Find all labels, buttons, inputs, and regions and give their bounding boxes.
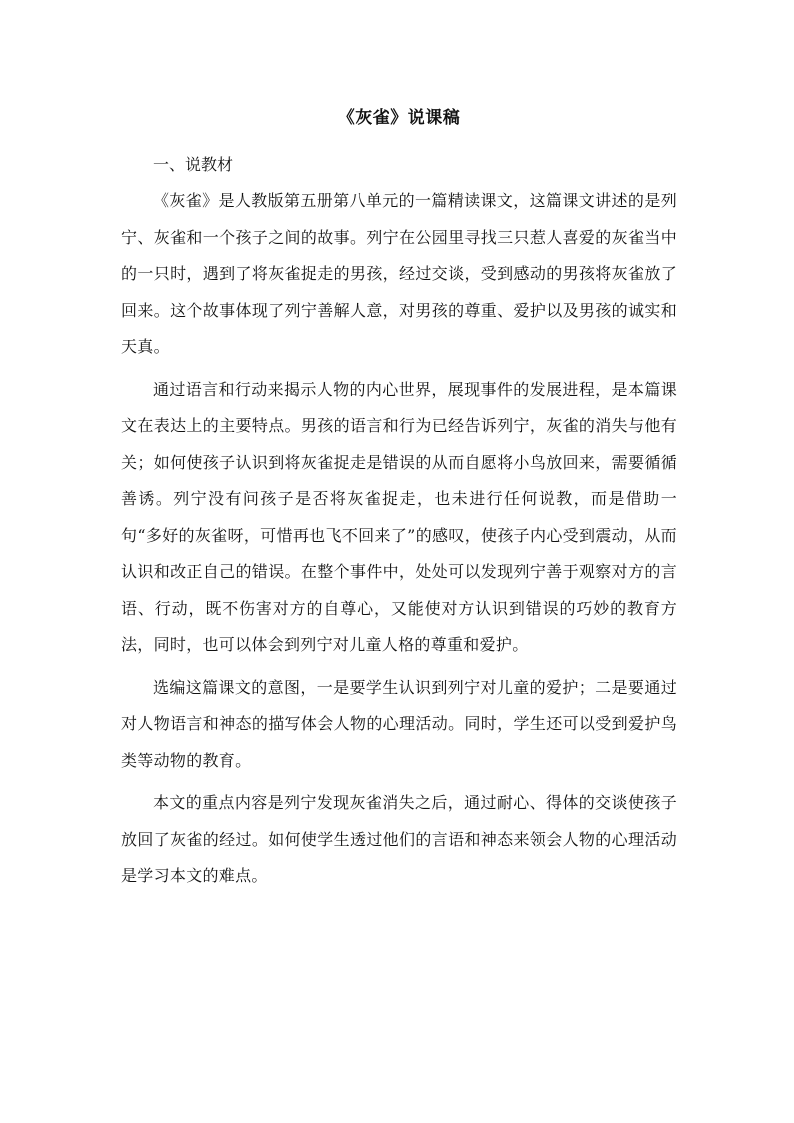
- document-body: [121, 100, 677, 895]
- section-heading: 一、说教材: [153, 155, 234, 174]
- paragraph-key-points: 本文的重点内容是列宁发现灰雀消失之后，通过耐心、得体的交谈使孩子放回了灰雀的经过。如何使学生透过他们的言语和神态来领会人物的心理活动是学习本文的难点。: [121, 793, 677, 885]
- paragraph-intro: 《灰雀》是人教版第五册第八单元的一篇精读课文，这篇课文讲述的是列宁、灰雀和一个孩子之间的故事。列宁在公园里寻找三只惹人喜爱的灰雀当中的一只时，遇到了将灰雀捉走的男孩，经过交谈，受到感动的男孩将灰雀放了回来。这个故事体现了列宁善解人意，对男孩的尊重、爱护以及男孩的诚实和天真。: [121, 191, 677, 356]
- paragraph-features: 通过语言和行动来揭示人物的内心世界，展现事件的发展进程，是本篇课文在表达上的主要特点。男孩的语言和行为已经告诉列宁，灰雀的消失与他有关；如何使孩子认识到将灰雀捉走是错误的从而自愿将小鸟放回来，需要循循善诱。列宁没有问孩子是否将灰雀捉走，也未进行任何说教，而是借助一句“多好的灰雀呀，可惜再也飞不回来了”的感叹，使孩子内心受到震动，从而认识和改正自己的错误。在整个事件中，处处可以发现列宁善于观察对方的言语、行动，既不伤害对方的自尊心，又能使对方认识到错误的巧妙的教育方法，同时，也可以体会到列宁对儿童人格的尊重和爱护。: [121, 379, 677, 654]
- document-title: 《灰雀》说课稿: [337, 108, 461, 128]
- paragraph-intent: 选编这篇课文的意图，一是要学生认识到列宁对儿童的爱护；二是要通过对人物语言和神态的描写体会人物的心理活动。同时，学生还可以受到爱护鸟类等动物的教育。: [121, 677, 677, 770]
